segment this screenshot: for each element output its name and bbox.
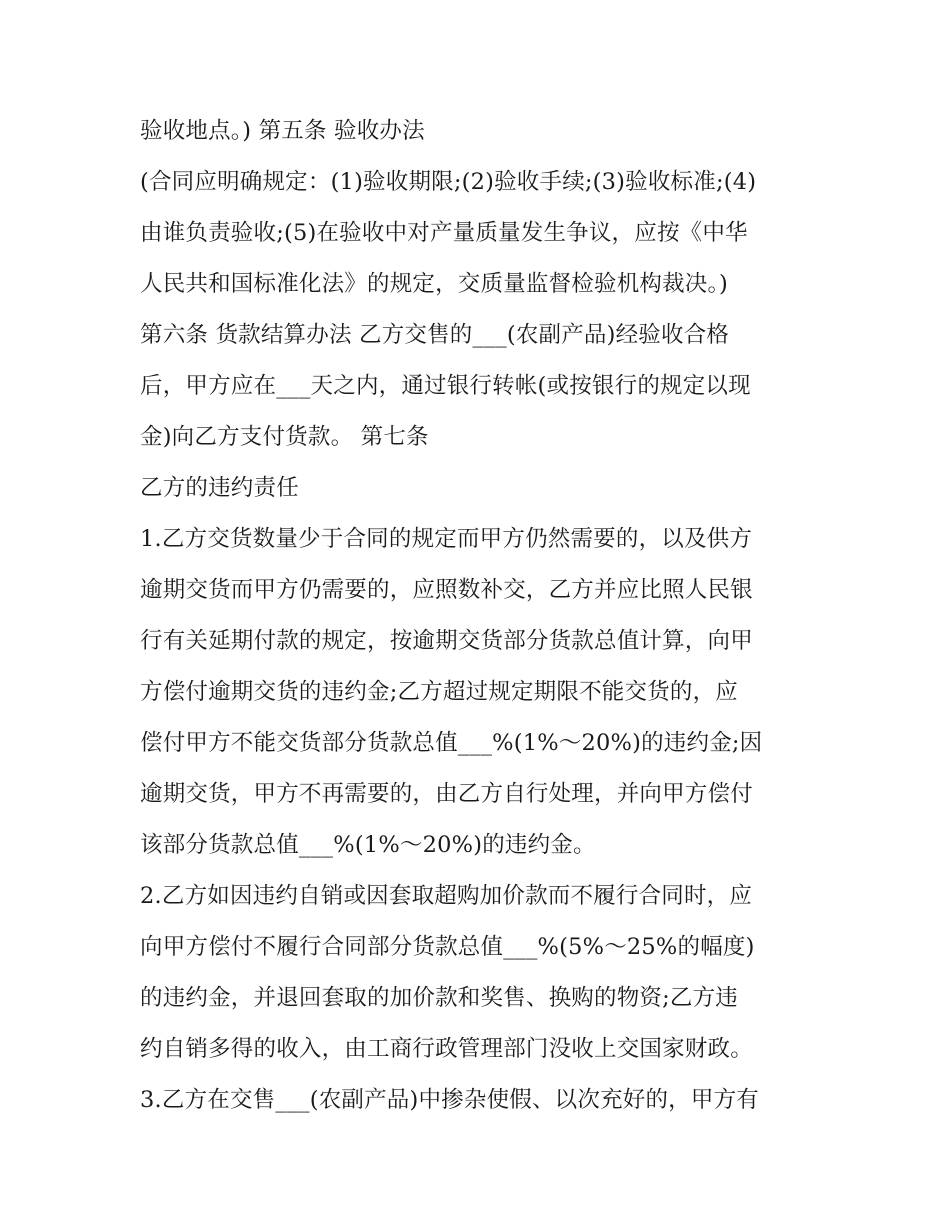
- text-line: 后，甲方应在___天之内，通过银行转帐(或按银行的规定以现: [140, 373, 751, 399]
- text-line: 第六条 货款结算办法 乙方交售的___(农副产品)经验收合格: [140, 322, 730, 348]
- text-line: 2.乙方如因违约自销或因套取超购加价款而不履行合同时，应: [140, 883, 753, 909]
- text-line: 逾期交货而甲方仍需要的，应照数补交，乙方并应比照人民银: [140, 577, 753, 603]
- text-line: 的违约金，并退回套取的加价款和奖售、换购的物资;乙方违: [140, 985, 738, 1011]
- text-line: 向甲方偿付不履行合同部分货款总值___%(5%～25%的幅度): [140, 934, 755, 960]
- text-line: 验收地点。) 第五条 验收办法: [140, 118, 425, 144]
- text-line: 偿付甲方不能交货部分货款总值___%(1%～20%)的违约金;因: [140, 730, 763, 756]
- text-line: 3.乙方在交售___(农副产品)中掺杂使假、以次充好的，甲方有: [140, 1087, 759, 1113]
- text-line: 该部分货款总值___%(1%～20%)的违约金。: [140, 832, 596, 858]
- text-line: 方偿付逾期交货的违约金;乙方超过规定期限不能交货的，应: [140, 679, 738, 705]
- text-line: 由谁负责验收;(5)在验收中对产量质量发生争议，应按《中华: [140, 220, 748, 246]
- text-line: 约自销多得的收入，由工商行政管理部门没收上交国家财政。: [140, 1036, 753, 1062]
- text-line: 人民共和国标准化法》的规定，交质量监督检验机构裁决。): [140, 271, 728, 297]
- text-line: 逾期交货，甲方不再需要的，由乙方自行处理，并向甲方偿付: [140, 781, 753, 807]
- text-line: 行有关延期付款的规定，按逾期交货部分货款总值计算，向甲: [140, 628, 753, 654]
- section-heading: 乙方的违约责任: [140, 475, 299, 501]
- text-line: 金)向乙方支付货款。 第七条: [140, 424, 429, 450]
- text-line: 1.乙方交货数量少于合同的规定而甲方仍然需要的，以及供方: [140, 526, 753, 552]
- document-text: [140, 106, 820, 1126]
- text-line: (合同应明确规定：(1)验收期限;(2)验收手续;(3)验收标准;(4): [140, 169, 757, 195]
